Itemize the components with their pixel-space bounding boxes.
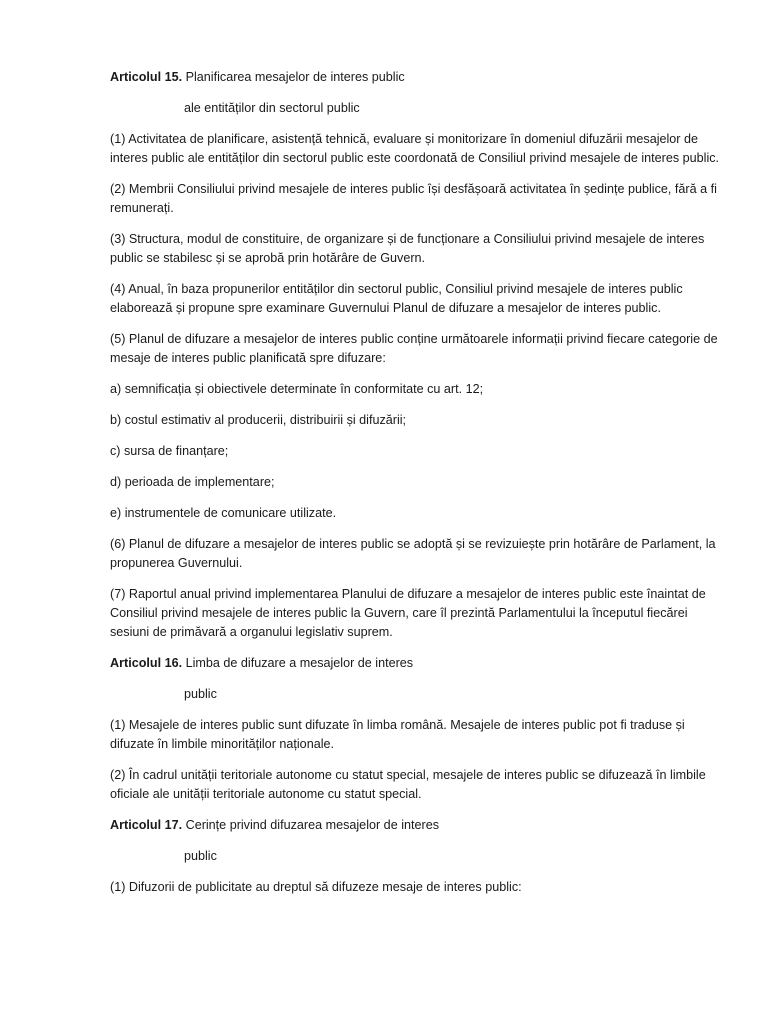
article-15-paragraph-3: (3) Structura, modul de constituire, de organizare și de funcționare a Consiliului privind mesajele de interes public se stabilesc și se aprobă prin hotărâre de Guvern. <box>110 232 705 265</box>
article-15-paragraph-5: (5) Planul de difuzare a mesajelor de interes public conține următoarele informații privind fiecare categorie de mesaje de interes public planificată spre difuzare: <box>110 332 718 365</box>
article-15-item-e: e) instrumentele de comunicare utilizate. <box>110 506 337 520</box>
article-15-paragraph-4: (4) Anual, în baza propunerilor entităților din sectorul public, Consiliul privind mesajele de interes public elaborează și propune spre examinare Guvernului Planul de difuzare a mesajelor de interes public. <box>110 282 683 315</box>
article-16-title: Limba de difuzare a mesajelor de interes <box>182 656 414 670</box>
article-15-item-d: d) perioada de implementare; <box>110 475 275 489</box>
article-16-paragraph-2: (2) În cadrul unității teritoriale autonome cu statut special, mesajele de interes public se difuzează în limbile oficiale ale unității teritoriale autonome cu statut special. <box>110 768 706 801</box>
article-15-item-b: b) costul estimativ al producerii, distribuirii și difuzării; <box>110 413 407 427</box>
article-16-title-continuation: public <box>184 687 217 701</box>
article-16-paragraph-1: (1) Mesajele de interes public sunt difuzate în limba română. Mesajele de interes public pot fi traduse și difuzate în limbile minorităților naționale. <box>110 718 685 751</box>
article-17-title-continuation: public <box>184 849 217 863</box>
document-body <box>110 68 720 909</box>
article-15-item-c: c) sursa de finanțare; <box>110 444 229 458</box>
article-15-title-continuation: ale entităților din sectorul public <box>184 101 360 115</box>
article-17-title: Cerințe privind difuzarea mesajelor de interes <box>182 818 439 832</box>
article-16-heading <box>110 654 720 673</box>
article-17-paragraph-1: (1) Difuzorii de publicitate au dreptul să difuzeze mesaje de interes public: <box>110 880 522 894</box>
article-17-label: Articolul 17. <box>110 818 183 832</box>
article-15-paragraph-2: (2) Membrii Consiliului privind mesajele de interes public își desfășoară activitatea în ședințe publice, fără a fi remunerați. <box>110 182 717 215</box>
article-16-label: Articolul 16. <box>110 656 183 670</box>
article-15-heading <box>110 68 720 87</box>
article-15-paragraph-7: (7) Raportul anual privind implementarea Planului de difuzare a mesajelor de interes public este înaintat de Consiliul privind mesajele de interes public la Guvern, care îl prezintă Parlamentului la începutul fiecărei sesiuni de primăvară a organului legislativ suprem. <box>110 587 706 639</box>
article-15-title: Planificarea mesajelor de interes public <box>182 70 405 84</box>
article-15-item-a: a) semnificația și obiectivele determinate în conformitate cu art. 12; <box>110 382 484 396</box>
article-15-paragraph-6: (6) Planul de difuzare a mesajelor de interes public se adoptă și se revizuiește prin hotărâre de Parlament, la propunerea Guvernului. <box>110 537 716 570</box>
article-15-paragraph-1: (1) Activitatea de planificare, asistență tehnică, evaluare și monitorizare în domeniul difuzării mesajelor de interes public ale entităților din sectorul public este coordonată de Consiliul privind mesajele de interes public. <box>110 132 720 165</box>
article-15-label: Articolul 15. <box>110 70 183 84</box>
article-17-heading <box>110 816 720 835</box>
